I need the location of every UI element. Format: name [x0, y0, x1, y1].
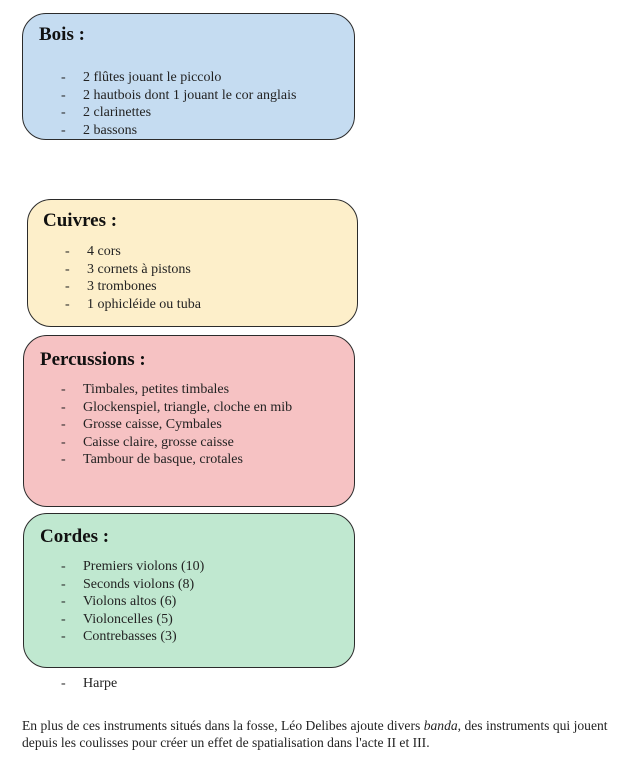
list-item: - Harpe: [61, 676, 118, 691]
list-item: - 2 bassons: [61, 122, 138, 138]
instrument-list: [61, 558, 204, 646]
list-item: - 3 cornets à pistons: [65, 261, 191, 277]
list-item: - Timbales, petites timbales: [61, 382, 230, 397]
harp-list: [61, 675, 117, 693]
list-item: - Violons altos (6): [61, 594, 177, 609]
list-item: - 2 flûtes jouant le piccolo: [61, 70, 222, 85]
section-cuivres: [27, 199, 358, 327]
list-item: - Violoncelles (5): [61, 611, 173, 627]
instrument-list: [61, 381, 292, 469]
italic-term: banda: [423, 718, 458, 733]
section-title: Cuivres :: [43, 210, 118, 231]
section-cordes: [23, 513, 355, 668]
list-item: - Contrebasses (3): [61, 629, 177, 644]
list-item: - 1 ophicléide ou tuba: [65, 296, 201, 312]
list-item: - Grosse caisse, Cymbales: [61, 417, 222, 432]
list-item: - 2 clarinettes: [61, 105, 152, 120]
section-bois: [22, 13, 355, 140]
list-item: - 3 trombones: [65, 279, 157, 294]
list-item: - Seconds violons (8): [61, 576, 195, 592]
section-title: Bois :: [39, 24, 85, 45]
section-title: Percussions :: [40, 349, 146, 370]
section-percussions: [23, 335, 355, 507]
list-item: - Caisse claire, grosse caisse: [61, 434, 234, 450]
list-item: - 2 hautbois dont 1 jouant le cor anglais: [61, 87, 297, 103]
instrument-list: [65, 243, 201, 313]
list-item: - Glockenspiel, triangle, cloche en mib: [61, 399, 293, 415]
list-item: - Tambour de basque, crotales: [61, 452, 243, 467]
section-title: Cordes :: [40, 526, 110, 547]
list-item: - 4 cors: [65, 244, 121, 259]
closing-paragraph: En plus de ces instruments situés dans la fosse, Léo Delibes ajoute divers banda, des instruments qui jouent depuis les coulisses pour créer un effet de spatialisation dans l'acte II et III.: [22, 718, 608, 750]
list-item: - Premiers violons (10): [61, 559, 205, 574]
instrument-list: [61, 69, 296, 139]
